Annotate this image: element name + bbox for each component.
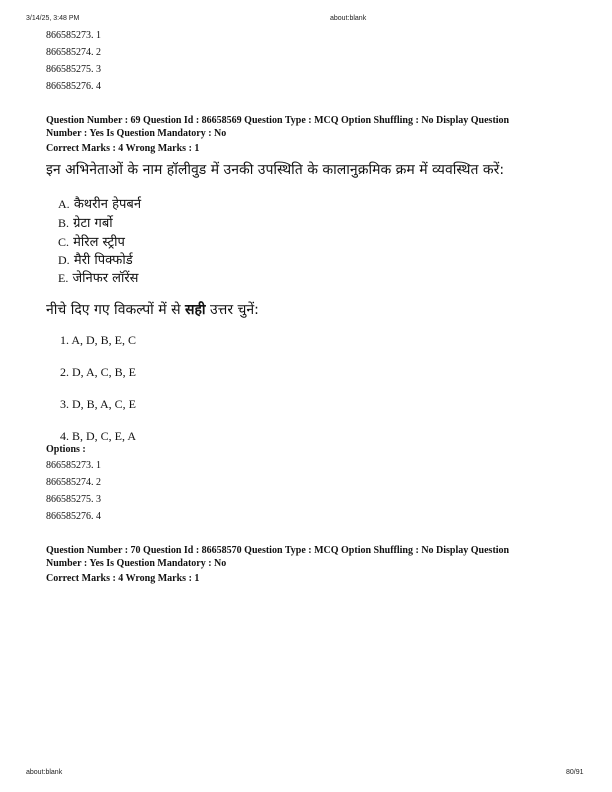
q70-marks: Correct Marks : 4 Wrong Marks : 1 bbox=[46, 573, 200, 584]
prev-option-1: 866585273. 1 bbox=[46, 30, 101, 41]
q69-choice-1: 1. A, D, B, E, C bbox=[60, 333, 137, 347]
q69-meta-line2: Number : Yes Is Question Mandatory : No bbox=[46, 128, 227, 139]
q69-option-3: 866585275. 3 bbox=[46, 494, 101, 505]
q69-item-b bbox=[58, 213, 113, 231]
q69-item-d bbox=[58, 250, 133, 268]
item-text: कैथरीन हेपबर्न bbox=[73, 197, 142, 212]
instruction-text-end: उत्तर चुनें: bbox=[205, 302, 259, 318]
item-text: मेरिल स्ट्रीप bbox=[73, 235, 125, 250]
item-text: मैरी पिक्फोर्ड bbox=[73, 253, 133, 268]
q69-choice-2: 2. D, A, C, B, E bbox=[60, 365, 137, 379]
prev-option-3: 866585275. 3 bbox=[46, 64, 101, 75]
page-number: 80/91 bbox=[566, 769, 584, 776]
q69-choice-3: 3. D, B, A, C, E bbox=[60, 397, 137, 411]
q69-marks: Correct Marks : 4 Wrong Marks : 1 bbox=[46, 143, 200, 154]
q69-instruction bbox=[46, 300, 259, 319]
prev-option-4: 866585276. 4 bbox=[46, 81, 101, 92]
item-letter: B. bbox=[58, 216, 70, 230]
page-header-title: about:blank bbox=[330, 15, 367, 22]
q69-option-4: 866585276. 4 bbox=[46, 511, 101, 522]
item-letter: C. bbox=[58, 235, 70, 249]
print-datetime: 3/14/25, 3:48 PM bbox=[26, 15, 80, 22]
q69-meta-line1: Question Number : 69 Question Id : 86658569 Question Type : MCQ Option Shuffling : No Display Question bbox=[46, 115, 510, 126]
q69-item-c bbox=[58, 232, 125, 250]
q69-option-1: 866585273. 1 bbox=[46, 460, 101, 471]
q69-item-e bbox=[58, 268, 138, 286]
item-text: ग्रेटा गर्बो bbox=[73, 216, 113, 231]
item-letter: A. bbox=[58, 197, 70, 211]
q69-item-a bbox=[58, 194, 141, 212]
q70-meta-line1: Question Number : 70 Question Id : 86658570 Question Type : MCQ Option Shuffling : No Display Question bbox=[46, 545, 510, 556]
q69-option-2: 866585274. 2 bbox=[46, 477, 101, 488]
item-letter: D. bbox=[58, 253, 70, 267]
q69-question-text: इन अभिनेताओं के नाम हॉलीवुड में उनकी उपस्थिति के कालानुक्रमिक क्रम में व्यवस्थित करें: bbox=[46, 162, 505, 178]
item-letter: E. bbox=[58, 271, 69, 285]
instruction-text: नीचे दिए गए विकल्पों में से bbox=[46, 302, 185, 318]
item-text: जेनिफर लॉरेंस bbox=[72, 271, 139, 286]
instruction-emphasis: सही bbox=[185, 302, 206, 318]
q69-choice-4: 4. B, D, C, E, A bbox=[60, 429, 137, 443]
q69-options-label: Options : bbox=[46, 444, 86, 455]
footer-url: about:blank bbox=[26, 769, 63, 776]
q70-meta-line2: Number : Yes Is Question Mandatory : No bbox=[46, 558, 227, 569]
prev-option-2: 866585274. 2 bbox=[46, 47, 101, 58]
